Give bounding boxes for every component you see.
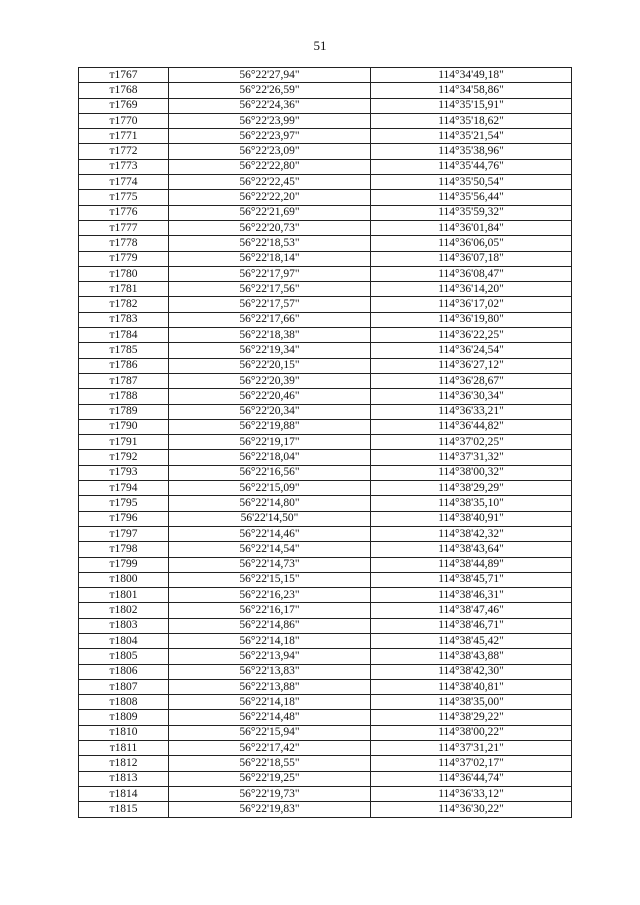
- latitude-cell: 56°22'22,80": [169, 159, 371, 174]
- longitude-cell: 114°38'35,00": [371, 695, 572, 710]
- latitude-cell: 56°22'19,17": [169, 435, 371, 450]
- longitude-cell: 114°36'22,25": [371, 328, 572, 343]
- latitude-cell: 56°22'17,97": [169, 266, 371, 281]
- table-row: [79, 557, 572, 572]
- longitude-cell: 114°36'30,22": [371, 802, 572, 817]
- table-row: [79, 68, 572, 83]
- latitude-cell: 56°22'14,46": [169, 526, 371, 541]
- table-row: [79, 618, 572, 633]
- longitude-cell: 114°38'43,64": [371, 542, 572, 557]
- latitude-cell: 56°22'14,73": [169, 557, 371, 572]
- table-row: [79, 496, 572, 511]
- longitude-cell: 114°35'59,32": [371, 205, 572, 220]
- latitude-cell: 56°22'20,15": [169, 358, 371, 373]
- longitude-cell: 114°38'42,30": [371, 664, 572, 679]
- table-row: [79, 695, 572, 710]
- longitude-cell: 114°36'17,02": [371, 297, 572, 312]
- latitude-cell: 56°22'20,46": [169, 389, 371, 404]
- longitude-cell: 114°38'45,71": [371, 572, 572, 587]
- longitude-cell: 114°35'18,62": [371, 113, 572, 128]
- latitude-cell: 56°22'23,99": [169, 113, 371, 128]
- latitude-cell: 56°22'15,15": [169, 572, 371, 587]
- point-id-cell: т1786: [79, 358, 169, 373]
- longitude-cell: 114°37'02,25": [371, 435, 572, 450]
- latitude-cell: 56°22'13,94": [169, 649, 371, 664]
- longitude-cell: 114°36'28,67": [371, 373, 572, 388]
- latitude-cell: 56°22'19,25": [169, 771, 371, 786]
- latitude-cell: 56°22'17,57": [169, 297, 371, 312]
- table-row: [79, 725, 572, 740]
- longitude-cell: 114°38'46,71": [371, 618, 572, 633]
- table-row: [79, 511, 572, 526]
- latitude-cell: 56°22'15,94": [169, 725, 371, 740]
- point-id-cell: т1803: [79, 618, 169, 633]
- longitude-cell: 114°36'19,80": [371, 312, 572, 327]
- table-row: [79, 802, 572, 817]
- point-id-cell: т1772: [79, 144, 169, 159]
- table-row: [79, 358, 572, 373]
- point-id-cell: т1795: [79, 496, 169, 511]
- table-row: [79, 282, 572, 297]
- page-number: 51: [313, 38, 327, 53]
- longitude-cell: 114°36'27,12": [371, 358, 572, 373]
- point-id-cell: т1791: [79, 435, 169, 450]
- latitude-cell: 56°22'15,09": [169, 481, 371, 496]
- point-id-cell: т1801: [79, 588, 169, 603]
- point-id-cell: т1798: [79, 542, 169, 557]
- table-row: [79, 251, 572, 266]
- latitude-cell: 56°22'21,69": [169, 205, 371, 220]
- longitude-cell: 114°36'30,34": [371, 389, 572, 404]
- point-id-cell: т1788: [79, 389, 169, 404]
- point-id-cell: т1769: [79, 98, 169, 113]
- longitude-cell: 114°35'15,91": [371, 98, 572, 113]
- latitude-cell: 56°22'18,14": [169, 251, 371, 266]
- point-id-cell: т1780: [79, 266, 169, 281]
- latitude-cell: 56°22'13,83": [169, 664, 371, 679]
- latitude-cell: 56°22'14,86": [169, 618, 371, 633]
- latitude-cell: 56°22'23,09": [169, 144, 371, 159]
- point-id-cell: т1784: [79, 328, 169, 343]
- table-row: [79, 205, 572, 220]
- latitude-cell: 56°22'18,55": [169, 756, 371, 771]
- latitude-cell: 56°22'17,42": [169, 741, 371, 756]
- table-row: [79, 220, 572, 235]
- coordinates-table-body: [79, 68, 572, 818]
- table-row: [79, 404, 572, 419]
- point-id-cell: т1808: [79, 695, 169, 710]
- longitude-cell: 114°36'14,20": [371, 282, 572, 297]
- latitude-cell: 56°22'13,88": [169, 679, 371, 694]
- point-id-cell: т1792: [79, 450, 169, 465]
- point-id-cell: т1776: [79, 205, 169, 220]
- longitude-cell: 114°38'00,32": [371, 465, 572, 480]
- point-id-cell: т1804: [79, 633, 169, 648]
- latitude-cell: 56°22'16,17": [169, 603, 371, 618]
- longitude-cell: 114°37'02,17": [371, 756, 572, 771]
- latitude-cell: 56°22'17,56": [169, 282, 371, 297]
- point-id-cell: т1815: [79, 802, 169, 817]
- latitude-cell: 56°22'18,53": [169, 236, 371, 251]
- latitude-cell: 56°22'14,54": [169, 542, 371, 557]
- latitude-cell: 56°22'14,18": [169, 633, 371, 648]
- table-row: [79, 113, 572, 128]
- point-id-cell: т1800: [79, 572, 169, 587]
- table-row: [79, 741, 572, 756]
- table-row: [79, 435, 572, 450]
- table-row: [79, 159, 572, 174]
- latitude-cell: 56°22'27,94": [169, 68, 371, 83]
- table-row: [79, 786, 572, 801]
- table-row: [79, 679, 572, 694]
- longitude-cell: 114°35'21,54": [371, 129, 572, 144]
- table-row: [79, 312, 572, 327]
- longitude-cell: 114°36'44,74": [371, 771, 572, 786]
- table-row: [79, 771, 572, 786]
- longitude-cell: 114°35'50,54": [371, 175, 572, 190]
- longitude-cell: 114°34'49,18": [371, 68, 572, 83]
- latitude-cell: 56°22'20,73": [169, 220, 371, 235]
- longitude-cell: 114°38'45,42": [371, 633, 572, 648]
- table-row: [79, 450, 572, 465]
- table-row: [79, 633, 572, 648]
- longitude-cell: 114°36'06,05": [371, 236, 572, 251]
- point-id-cell: т1774: [79, 175, 169, 190]
- point-id-cell: т1802: [79, 603, 169, 618]
- table-row: [79, 419, 572, 434]
- longitude-cell: 114°36'07,18": [371, 251, 572, 266]
- latitude-cell: 56°22'14,80": [169, 496, 371, 511]
- point-id-cell: т1809: [79, 710, 169, 725]
- point-id-cell: т1811: [79, 741, 169, 756]
- point-id-cell: т1770: [79, 113, 169, 128]
- point-id-cell: т1796: [79, 511, 169, 526]
- longitude-cell: 114°35'56,44": [371, 190, 572, 205]
- longitude-cell: 114°35'38,96": [371, 144, 572, 159]
- table-row: [79, 297, 572, 312]
- point-id-cell: т1790: [79, 419, 169, 434]
- table-row: [79, 526, 572, 541]
- table-row: [79, 664, 572, 679]
- latitude-cell: 56°22'19,34": [169, 343, 371, 358]
- longitude-cell: 114°38'00,22": [371, 725, 572, 740]
- longitude-cell: 114°36'33,12": [371, 786, 572, 801]
- latitude-cell: 56°22'20,34": [169, 404, 371, 419]
- table-row: [79, 710, 572, 725]
- table-row: [79, 175, 572, 190]
- point-id-cell: т1778: [79, 236, 169, 251]
- table-row: [79, 328, 572, 343]
- longitude-cell: 114°38'35,10": [371, 496, 572, 511]
- table-row: [79, 144, 572, 159]
- latitude-cell: 56°22'18,38": [169, 328, 371, 343]
- table-row: [79, 481, 572, 496]
- point-id-cell: т1785: [79, 343, 169, 358]
- longitude-cell: 114°38'47,46": [371, 603, 572, 618]
- table-row: [79, 603, 572, 618]
- point-id-cell: т1793: [79, 465, 169, 480]
- table-row: [79, 465, 572, 480]
- point-id-cell: т1773: [79, 159, 169, 174]
- table-row: [79, 373, 572, 388]
- longitude-cell: 114°37'31,32": [371, 450, 572, 465]
- latitude-cell: 56°22'19,88": [169, 419, 371, 434]
- longitude-cell: 114°38'40,91": [371, 511, 572, 526]
- coordinates-table: [78, 67, 572, 818]
- longitude-cell: 114°36'44,82": [371, 419, 572, 434]
- table-row: [79, 266, 572, 281]
- longitude-cell: 114°35'44,76": [371, 159, 572, 174]
- table-row: [79, 343, 572, 358]
- point-id-cell: т1799: [79, 557, 169, 572]
- longitude-cell: 114°38'43,88": [371, 649, 572, 664]
- point-id-cell: т1813: [79, 771, 169, 786]
- latitude-cell: 56'22'14,50": [169, 511, 371, 526]
- latitude-cell: 56°22'22,20": [169, 190, 371, 205]
- point-id-cell: т1797: [79, 526, 169, 541]
- longitude-cell: 114°38'29,22": [371, 710, 572, 725]
- latitude-cell: 56°22'14,18": [169, 695, 371, 710]
- longitude-cell: 114°38'29,29": [371, 481, 572, 496]
- point-id-cell: т1781: [79, 282, 169, 297]
- table-row: [79, 756, 572, 771]
- point-id-cell: т1782: [79, 297, 169, 312]
- point-id-cell: т1783: [79, 312, 169, 327]
- table-row: [79, 236, 572, 251]
- point-id-cell: т1805: [79, 649, 169, 664]
- longitude-cell: 114°36'24,54": [371, 343, 572, 358]
- table-row: [79, 389, 572, 404]
- point-id-cell: т1806: [79, 664, 169, 679]
- point-id-cell: т1771: [79, 129, 169, 144]
- longitude-cell: 114°36'33,21": [371, 404, 572, 419]
- latitude-cell: 56°22'22,45": [169, 175, 371, 190]
- longitude-cell: 114°38'40,81": [371, 679, 572, 694]
- point-id-cell: т1775: [79, 190, 169, 205]
- latitude-cell: 56°22'14,48": [169, 710, 371, 725]
- point-id-cell: т1810: [79, 725, 169, 740]
- point-id-cell: т1787: [79, 373, 169, 388]
- table-row: [79, 649, 572, 664]
- latitude-cell: 56°22'19,83": [169, 802, 371, 817]
- point-id-cell: т1814: [79, 786, 169, 801]
- point-id-cell: т1779: [79, 251, 169, 266]
- longitude-cell: 114°36'01,84": [371, 220, 572, 235]
- latitude-cell: 56°22'18,04": [169, 450, 371, 465]
- longitude-cell: 114°36'08,47": [371, 266, 572, 281]
- latitude-cell: 56°22'16,56": [169, 465, 371, 480]
- longitude-cell: 114°38'42,32": [371, 526, 572, 541]
- point-id-cell: т1777: [79, 220, 169, 235]
- point-id-cell: т1794: [79, 481, 169, 496]
- point-id-cell: т1789: [79, 404, 169, 419]
- table-row: [79, 588, 572, 603]
- latitude-cell: 56°22'17,66": [169, 312, 371, 327]
- table-row: [79, 190, 572, 205]
- table-row: [79, 542, 572, 557]
- longitude-cell: 114°34'58,86": [371, 83, 572, 98]
- latitude-cell: 56°22'20,39": [169, 373, 371, 388]
- table-row: [79, 98, 572, 113]
- longitude-cell: 114°38'46,31": [371, 588, 572, 603]
- latitude-cell: 56°22'24,36": [169, 98, 371, 113]
- longitude-cell: 114°38'44,89": [371, 557, 572, 572]
- latitude-cell: 56°22'16,23": [169, 588, 371, 603]
- latitude-cell: 56°22'19,73": [169, 786, 371, 801]
- longitude-cell: 114°37'31,21": [371, 741, 572, 756]
- latitude-cell: 56°22'26,59": [169, 83, 371, 98]
- point-id-cell: т1807: [79, 679, 169, 694]
- table-row: [79, 572, 572, 587]
- table-row: [79, 83, 572, 98]
- point-id-cell: т1768: [79, 83, 169, 98]
- latitude-cell: 56°22'23,97": [169, 129, 371, 144]
- table-row: [79, 129, 572, 144]
- point-id-cell: т1812: [79, 756, 169, 771]
- point-id-cell: т1767: [79, 68, 169, 83]
